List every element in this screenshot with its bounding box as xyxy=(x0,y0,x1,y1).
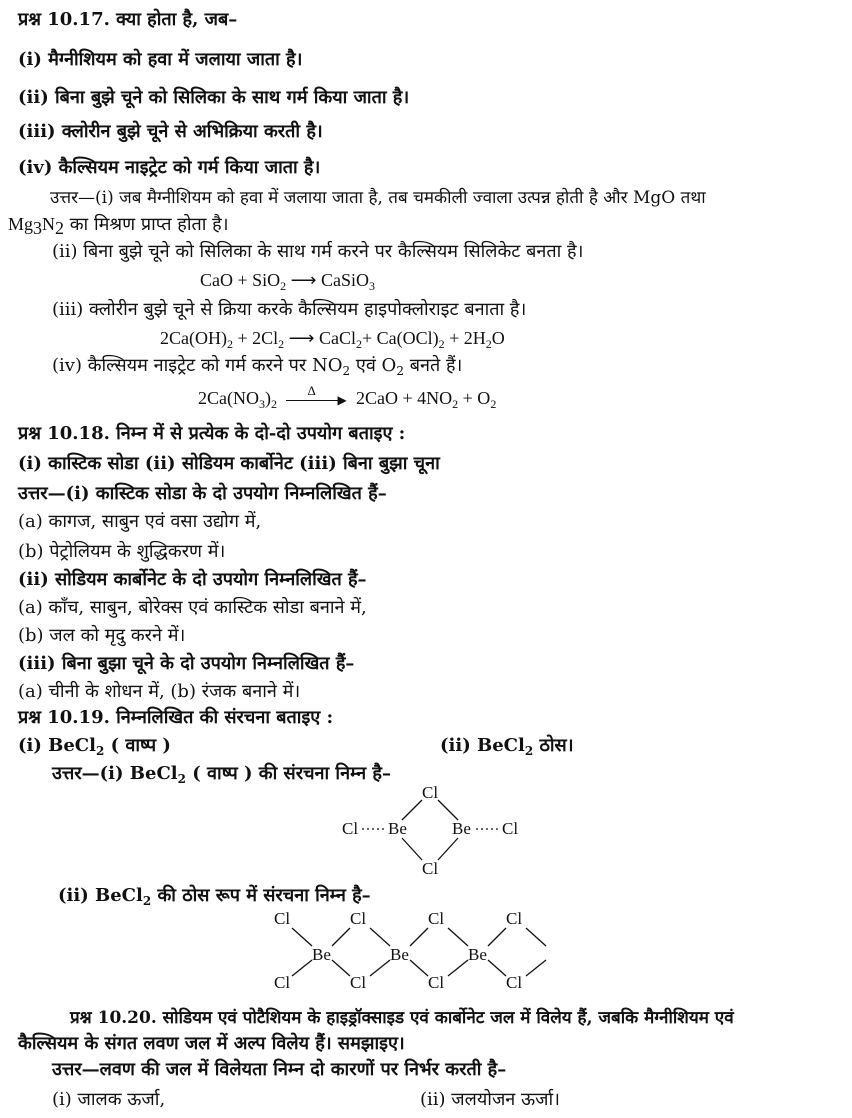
heat-arrow xyxy=(286,382,348,407)
bond xyxy=(370,928,390,946)
q17-answer-2: (ii) बिना बुझे चूने को सिलिका के साथ गर्म करने पर कैल्सियम सिलिकेट बनता है। xyxy=(52,241,584,262)
atom-cl: Cl xyxy=(428,909,445,928)
atom-cl: Cl xyxy=(506,973,523,992)
bond xyxy=(370,960,390,976)
q18-answer-3: (iii) बिना बुझा चूने के दो उपयोग निम्नलिखित हैं– xyxy=(18,653,355,674)
atom-cl-right: Cl xyxy=(502,819,519,838)
bond xyxy=(410,960,428,976)
bond xyxy=(292,928,312,946)
q17-equation-3: $2Ca(OH)_2 + 2Cl_2$ ⟶ CaCl$_2$+ $Ca(OCl)_2 + 2H_2O$ xyxy=(160,328,505,351)
bond xyxy=(438,838,458,860)
q18-answer-3ab: (a) चीनी के शोधन में, (b) रंजक बनाने में। xyxy=(18,681,301,702)
q20-title-line1: प्रश्न 10.20. सोडियम एवं पोटैशियम के हाइड्रॉक्साइड एवं कार्बोनेट जल में विलेय हैं, जबकि मैग्नीशियम एवं xyxy=(70,1008,734,1028)
q17-item-3: (iii) क्लोरीन बुझे चूने से अभिक्रिया करती है। xyxy=(18,121,323,142)
q17-answer-3: (iii) क्लोरीन बुझे चूने से क्रिया करके कैल्सियम हाइपोक्लोराइट बनाता है। xyxy=(52,299,527,320)
q20-reason-1: (i) जालक ऊर्जा, xyxy=(52,1089,166,1110)
atom-cl-left: Cl xyxy=(342,819,359,838)
q19-answer-2: (ii) BeCl$_2$ की ठोस रूप में संरचना निम्न है– xyxy=(58,885,371,908)
q19-title: प्रश्न 10.19. निम्नलिखित की संरचना बताइए : xyxy=(18,707,334,728)
atom-cl: Cl xyxy=(350,909,367,928)
atom-cl: Cl xyxy=(350,973,367,992)
bond xyxy=(332,928,350,946)
q18-answer-1a: (a) कागज, साबुन एवं वसा उद्योग में, xyxy=(18,511,262,532)
q18-answer-1: उत्तर—(i) कास्टिक सोडा के दो उपयोग निम्नलिखित हैं– xyxy=(18,483,387,504)
bond xyxy=(488,960,506,976)
q19-answer-1: उत्तर—(i) BeCl$_2$ ( वाष्प ) की संरचना निम्न है– xyxy=(52,763,391,786)
q20-reason-2: (ii) जलयोजन ऊर्जा। xyxy=(420,1089,560,1110)
q17-answer-1-line2: $Mg_3N_2$ का मिश्रण प्राप्त होता है। xyxy=(8,214,229,238)
bond xyxy=(448,960,468,976)
atom-be-left: Be xyxy=(388,819,407,838)
q19-option-1: (i) BeCl$_2$ ( वाष्प ) xyxy=(18,735,171,758)
atom-be-right: Be xyxy=(452,819,471,838)
q17-equation-4: $2Ca(NO_3)_2$ Δ ▶ $2CaO + 4NO_2 + O_2$ xyxy=(198,386,496,410)
atom-be: Be xyxy=(312,945,331,964)
q18-title: प्रश्न 10.18. निम्न में से प्रत्येक के दो-दो उपयोग बताइए : xyxy=(18,423,406,444)
bond xyxy=(292,960,312,976)
atom-cl-bottom: Cl xyxy=(422,859,439,878)
becl2-solid-structure xyxy=(270,906,570,996)
q18-answer-2a: (a) काँच, साबुन, बोरेक्स एवं कास्टिक सोडा बनाने में, xyxy=(18,597,367,618)
bond xyxy=(526,960,546,976)
bond xyxy=(448,928,468,946)
bond xyxy=(332,960,350,976)
bond xyxy=(402,838,422,860)
q17-item-4: (iv) कैल्सियम नाइट्रेट को गर्म किया जाता है। xyxy=(18,157,321,178)
arrow-icon xyxy=(286,400,342,401)
becl2-vapour-structure xyxy=(330,784,530,884)
q17-answer-1-line1: उत्तर—(i) जब मैग्नीशियम को हवा में जलाया जाता है, तब चमकीली ज्वाला उत्पन्न होती है और MgO तथा xyxy=(50,188,706,208)
bond xyxy=(438,800,458,820)
q18-answer-1b: (b) पेट्रोलियम के शुद्धिकरण में। xyxy=(18,541,226,562)
q18-answer-2b: (b) जल को मृदु करने में। xyxy=(18,625,186,646)
heat-symbol: Δ xyxy=(307,382,316,398)
bond xyxy=(410,928,428,946)
q17-item-2: (ii) बिना बुझे चूने को सिलिका के साथ गर्म किया जाता है। xyxy=(18,87,410,108)
atom-cl: Cl xyxy=(506,909,523,928)
atom-be: Be xyxy=(468,945,487,964)
q20-title-line2: कैल्सियम के संगत लवण जल में अल्प विलेय हैं। समझाइए। xyxy=(18,1033,405,1054)
q18-subtitle: (i) कास्टिक सोडा (ii) सोडियम कार्बोनेट (iii) बिना बुझा चूना xyxy=(18,453,440,474)
q19-option-2: (ii) BeCl$_2$ ठोस। xyxy=(440,735,574,758)
q17-title: प्रश्न 10.17. क्या होता है, जब– xyxy=(18,9,238,30)
bond xyxy=(402,800,422,820)
bond xyxy=(526,928,546,946)
bond xyxy=(488,928,506,946)
atom-cl: Cl xyxy=(274,973,291,992)
atom-cl-top: Cl xyxy=(422,784,439,802)
q17-answer-4: (iv) कैल्सियम नाइट्रेट को गर्म करने पर $NO_2$ एवं $O_2$ बनते हैं। xyxy=(52,355,463,378)
q18-answer-2: (ii) सोडियम कार्बोनेट के दो उपयोग निम्नलिखित हैं– xyxy=(18,569,367,590)
q20-answer: उत्तर—लवण की जल में विलेयता निम्न दो कारणों पर निर्भर करती है– xyxy=(52,1059,507,1080)
atom-cl: Cl xyxy=(274,909,291,928)
q17-item-1: (i) मैग्नीशियम को हवा में जलाया जाता है। xyxy=(18,49,303,70)
q17-equation-2: CaO + SiO$_2$ ⟶ CaSiO$_3$ xyxy=(200,270,375,293)
arrow-head-icon: ▶ xyxy=(337,392,347,407)
atom-cl: Cl xyxy=(428,973,445,992)
atom-be: Be xyxy=(390,945,409,964)
